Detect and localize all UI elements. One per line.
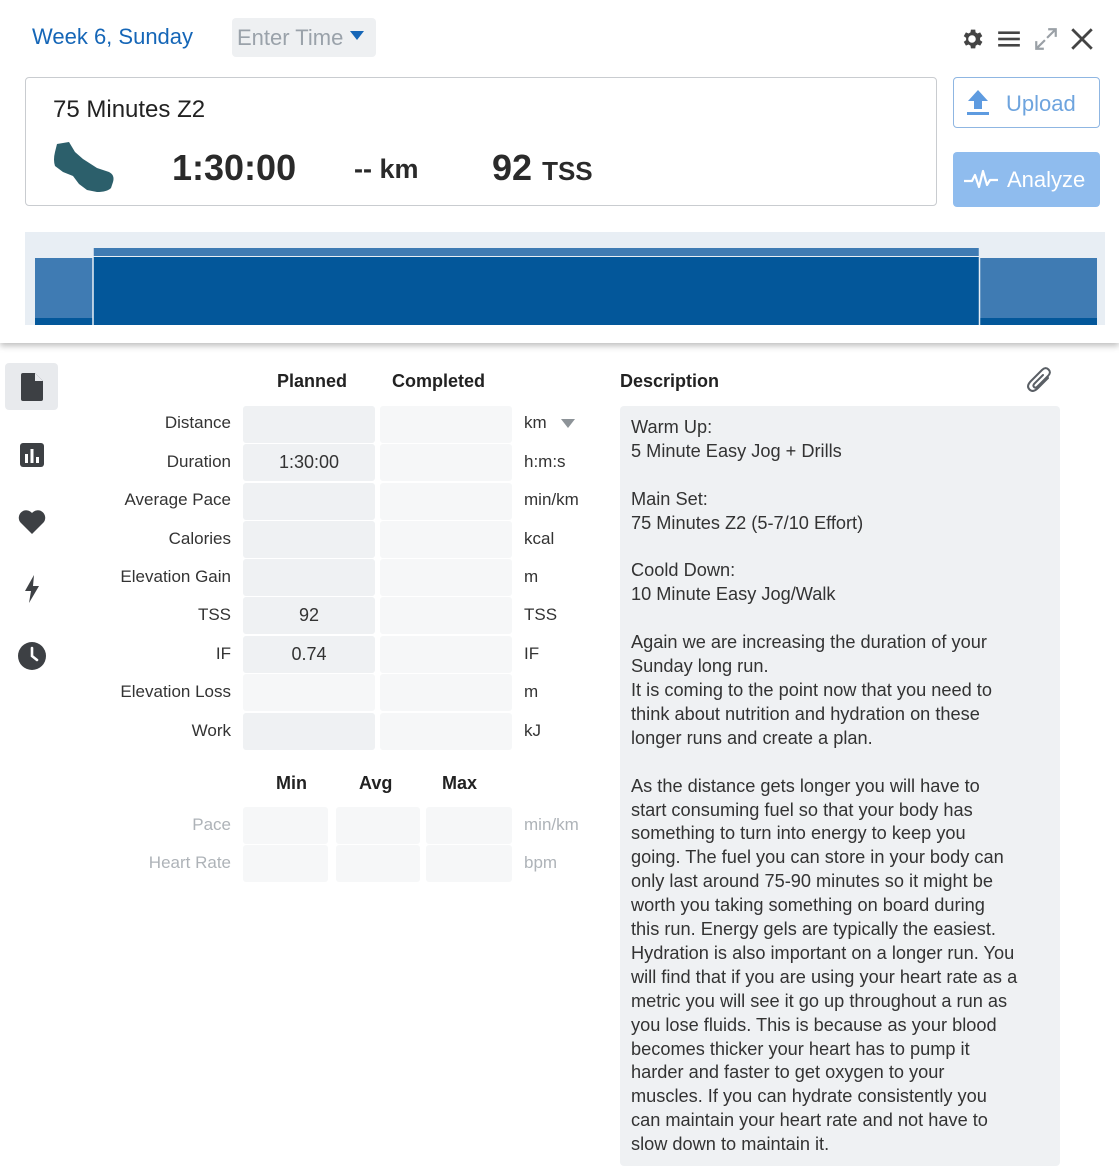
graph-warmup-base [35,318,93,325]
minmax-label-pace: Pace [192,815,231,834]
gear-icon[interactable] [959,26,985,52]
elevation-gain-unit: m [524,567,539,586]
stat-label-if: IF [215,644,231,663]
tss-completed-input[interactable] [380,597,512,634]
page-title: Week 6, Sunday [32,24,194,49]
elevation-loss-planned-input[interactable] [243,674,375,711]
upload-button[interactable] [953,77,1100,128]
tss-unit: TSS [542,156,593,186]
upload-icon [967,90,989,116]
stat-label-elevation-gain: Elevation Gain [120,567,231,586]
tss-planned-input[interactable]: 92 [243,597,375,634]
description-textarea[interactable]: Warm Up: 5 Minute Easy Jog + Drills Main Set: 75 Minutes Z2 (5-7/10 Effort) Coold Down: 10 Minute Easy Jog/Walk Again we are increasing the duration of your Sunday long run. It is coming to the point now that you need to think about nutrition and hydration on these longer runs and create a plan. As the distance gets longer you will have to start consuming fuel so that your body has something to turn into energy to keep you going. The fuel you can store in your body can only last around 75-90 minutes so it might be worth you taking something on board during this run. Energy gels are typically the easiest. Hydration is also important on a longer run. You will find that if you are using your heart rate as a metric you will see it go up throughout a run as you lose fluids. This is because as your blood becomes thicker your heart has to pump it harder and faster to get oxygen to your muscles. If you can hydrate consistently you can maintain your heart rate and not have to slow down to maintain it. [620,406,1060,1166]
calories-planned-input[interactable] [243,521,375,558]
distance-completed-input[interactable] [380,406,512,443]
completed-column-header: Completed [392,371,486,391]
elevation-gain-completed-input[interactable] [380,559,512,596]
pace-avg-input[interactable] [336,807,420,844]
average-pace-completed-input[interactable] [380,483,512,520]
paperclip-icon[interactable] [1026,365,1054,395]
heart-rate-avg-input[interactable] [336,845,420,882]
analyze-button[interactable] [953,152,1100,207]
average-pace-planned-input[interactable] [243,483,375,520]
calories-completed-input[interactable] [380,521,512,558]
workout-summary-card [25,77,937,206]
tss-value-group [492,147,593,189]
stat-label-duration: Duration [166,452,231,471]
sidebar-details-tab[interactable] [5,363,58,410]
close-icon[interactable] [1069,26,1095,52]
pace-minmax-unit: min/km [524,815,579,834]
stat-label-distance: Distance [164,413,231,432]
min-column-header: Min [276,773,307,793]
document-icon [21,373,43,401]
stat-label-average-pace: Average Pace [124,490,231,509]
max-column-header: Max [442,773,478,793]
stat-label-work: Work [191,721,231,740]
enter-time-dropdown[interactable] [232,18,376,57]
planned-column-header: Planned [277,371,348,391]
description-heading: Description [620,371,720,391]
heart-rate-max-input[interactable] [426,845,512,882]
graph-warmup-block [35,258,93,325]
heart-rate-minmax-unit: bpm [524,853,558,872]
if-unit: IF [524,644,540,663]
pace-min-input[interactable] [243,807,328,844]
workout-header-panel [0,0,1119,343]
heart-rate-min-input[interactable] [243,845,328,882]
work-unit: kJ [524,721,541,740]
graph-mainset-block [93,256,979,325]
elevation-loss-unit: m [524,682,539,701]
caret-down-icon [350,31,364,40]
duration-planned-input[interactable]: 1:30:00 [243,444,375,481]
distance-value: -- km [354,154,419,184]
work-completed-input[interactable] [380,713,512,750]
stat-label-elevation-loss: Elevation Loss [120,682,231,701]
calories-unit: kcal [524,529,555,548]
elevation-loss-completed-input[interactable] [380,674,512,711]
graph-cooldown-base [980,318,1097,325]
minmax-label-heart-rate: Heart Rate [148,853,231,872]
if-planned-input[interactable]: 0.74 [243,636,375,673]
upload-button-label: Upload [1006,91,1076,116]
graph-mainset-top [93,248,979,256]
duration-value: 1:30:00 [172,147,297,188]
analyze-button-label: Analyze [1007,167,1086,192]
workout-intensity-graph[interactable] [25,232,1105,325]
average-pace-unit: min/km [524,490,579,509]
pulse-icon [964,169,998,191]
if-completed-input[interactable] [380,636,512,673]
workout-title[interactable]: 75 Minutes Z2 [53,96,206,123]
stat-label-calories: Calories [168,529,231,548]
stat-label-tss: TSS [197,605,231,624]
running-shoe-icon [53,142,115,194]
chevron-down-icon[interactable] [561,419,575,428]
menu-icon[interactable] [996,26,1022,52]
elevation-gain-planned-input[interactable] [243,559,375,596]
expand-icon[interactable] [1033,26,1059,52]
duration-completed-input[interactable] [380,444,512,481]
enter-time-placeholder: Enter Time [237,25,344,50]
tss-unit-label: TSS [524,605,558,624]
avg-column-header: Avg [359,773,393,793]
distance-unit-select[interactable]: km [524,413,547,432]
distance-planned-input[interactable] [243,406,375,443]
graph-cooldown-block [980,258,1097,325]
tss-value: 92 [492,147,533,188]
pace-max-input[interactable] [426,807,512,844]
work-planned-input[interactable] [243,713,375,750]
duration-unit: h:m:s [524,452,566,471]
